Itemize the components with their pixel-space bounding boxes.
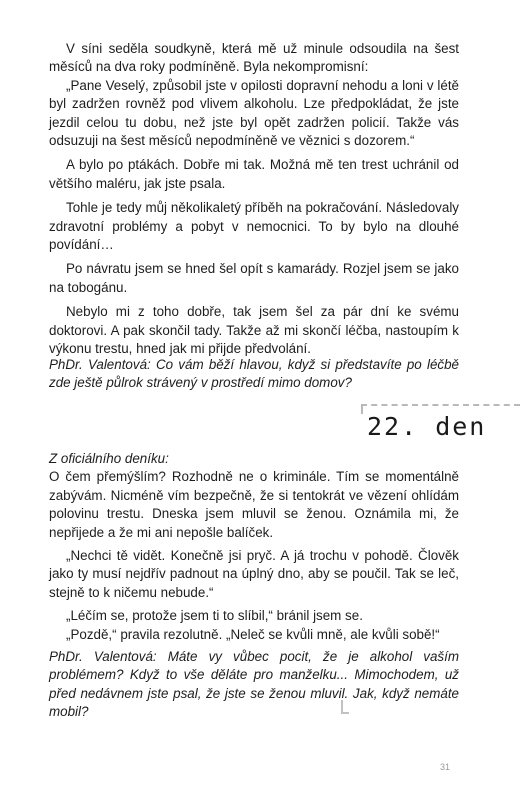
section-end-mark (341, 700, 349, 714)
paragraph: Nebylo mi z toho dobře, tak jsem šel za pár dní ke svému doktorovi. A pak skončil tady. Takže až mi skončí léčba, nastoupím k výkonu trestu, hned jak mi přijde předvolání. (49, 304, 459, 357)
diary-text-block (49, 450, 459, 644)
therapist-question: PhDr. Valentová: Máte vy vůbec pocit, že je alkohol vaším problémem? Když to vše děláte pro manželku... Mimochodem, už před nedávnem jste psal, že jste se ženou mluvil. Jak, když nemáte mobil? (49, 649, 459, 720)
intro-text-block (49, 40, 459, 359)
therapist-question-block (49, 648, 459, 722)
paragraph: A bylo po ptákách. Dobře mi tak. Možná mě ten trest uchránil od většího maléru, jak jste psala. (49, 157, 459, 191)
heading-frame-corner (361, 404, 363, 414)
diary-label: Z oficiálního deníku: (49, 451, 169, 466)
paragraph: Po návratu jsem se hned šel opít s kamarády. Rozjel jsem se jako na tobogánu. (49, 261, 459, 295)
therapist-question: PhDr. Valentová: Co vám běží hlavou, když si představíte po léčbě zde ještě půlrok strávený v prostředí mimo domov? (49, 357, 459, 391)
paragraph: V síni seděla soudkyně, která mě už minule odsoudila na šest měsíců na dva roky podmíněně. Byla nekompromisní: (49, 41, 459, 75)
day-heading-frame (347, 404, 520, 444)
paragraph: Tohle je tedy můj několikaletý příběh na pokračování. Následovaly zdravotní problémy a pobyt v nemocnici. To by bylo na dlouhé povídání… (49, 200, 459, 253)
page-number: 31 (440, 762, 451, 772)
paragraph: „Pozdě,“ pravila rezolutně. „Neleč se kvůli mně, ale kvůli sobě!“ (66, 626, 440, 642)
heading-frame-line (361, 404, 520, 406)
paragraph: O čem přemýšlím? Rozhodně ne o kriminále. Tím se momentálně zabývám. Nicméně vím bezpečně, že si tentokrát ve vězení ohlídám polovinu trestu. Dneska jsem mluvil se ženou. Oznámila mi, že nepřijede a že mi ani nepošle balíček. (49, 469, 459, 540)
day-heading: 22. den (367, 412, 487, 441)
therapist-question-block (49, 356, 459, 393)
paragraph-quote: „Pane Veselý, způsobil jste v opilosti dopravní nehodu a loni v létě byl zadržen rovněž pod vlivem alkoholu. Lze předpokládat, že jste jezdil celou tu dobu, než jste byl opět zadržen policií. Takže vás odsuzuji na šest měsíců nepodmíněně ve věznici s dozorem.“ (49, 77, 459, 149)
paragraph-quote: „Nechci tě vidět. Konečně jsi pryč. A já trochu v pohodě. Člověk jako ty musí nejdřív padnout na úplný dno, aby se poučil. Tak se leč, stejně to k ničemu nebude.“ (49, 548, 459, 600)
paragraph: „Léčím se, protože jsem ti to slíbil,“ bránil jsem se. (66, 608, 363, 624)
